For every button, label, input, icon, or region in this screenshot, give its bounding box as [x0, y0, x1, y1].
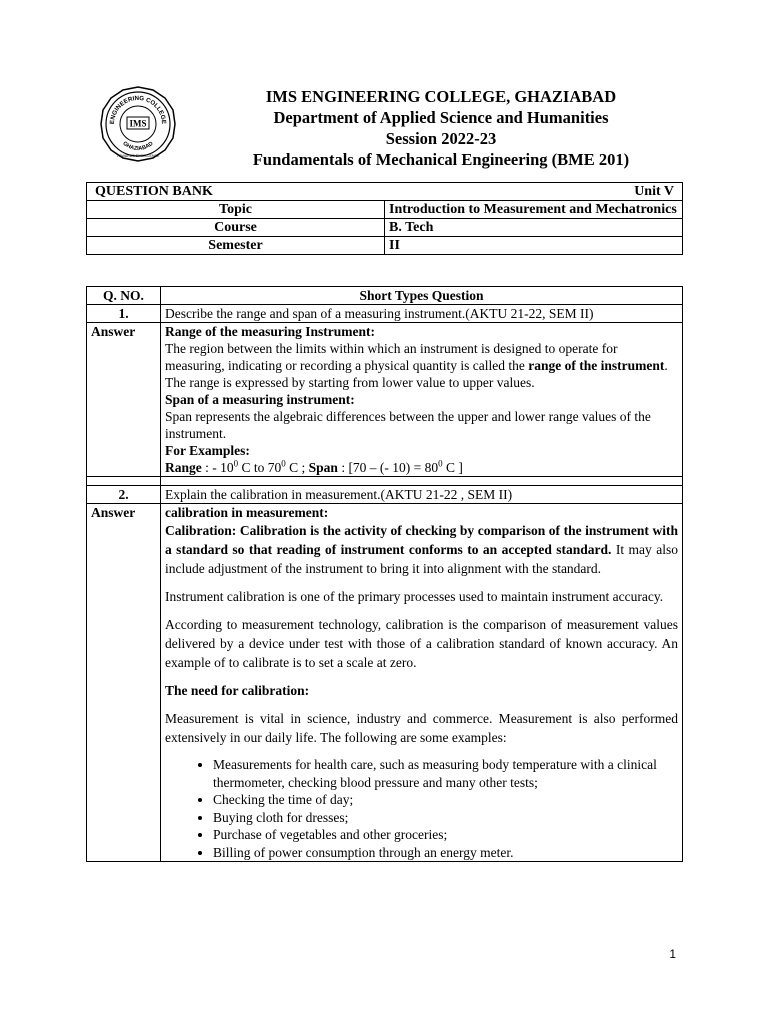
question-bank-row	[87, 183, 683, 201]
examples-heading: For Examples:	[165, 443, 250, 458]
page-number: 1	[669, 947, 676, 961]
questions-table	[86, 286, 683, 862]
unit-label: Unit V	[634, 184, 674, 199]
question-row	[87, 305, 683, 323]
subject-title: Fundamentals of Mechanical Engineering (BME 201)	[252, 150, 630, 169]
questions-header-row	[87, 287, 683, 305]
list-item: • Buying cloth for dresses;	[213, 809, 678, 827]
meta-row-topic	[87, 201, 683, 219]
question-number: 1.	[87, 305, 161, 323]
need-heading: The need for calibration:	[165, 683, 310, 698]
list-item: • Measurements for health care, such as measuring body temperature with a clinical thermometer, checking blood pressure and many other tests;	[213, 756, 678, 791]
meta-row-course	[87, 219, 683, 237]
answer-body	[161, 323, 683, 477]
document-header	[200, 86, 682, 170]
question-text: Describe the range and span of a measuring instrument.(AKTU 21-22, SEM II)	[161, 305, 683, 323]
col-header-qno: Q. NO.	[87, 287, 161, 305]
meta-row-semester	[87, 237, 683, 255]
svg-text:GHAZIABAD: GHAZIABAD	[121, 140, 155, 153]
examples-list	[165, 756, 678, 861]
meta-value: Introduction to Measurement and Mechatronics	[385, 201, 683, 219]
college-name: IMS ENGINEERING COLLEGE, GHAZIABAD	[265, 87, 617, 106]
answer-row	[87, 504, 683, 862]
question-bank-meta-table	[86, 182, 683, 255]
example-line: Range : - $10^0$ C to $70^0$ C ; Span : [70 – (- $10) = 80^0$ C ]	[165, 458, 463, 475]
range-heading: Range of the measuring Instrument:	[165, 324, 375, 339]
meta-label: Topic	[87, 201, 385, 219]
row-spacer	[87, 477, 683, 486]
calibration-definition: Calibration: Calibration is the activity of checking by comparison of the instrument with a standard so that reading of instrument conforms to an accepted standard. It may also include adjustment of the instrument to bring it into alignment with the standard.	[165, 523, 678, 576]
meta-value: B. Tech	[385, 219, 683, 237]
calibration-paragraph: Instrument calibration is one of the primary processes used to maintain instrument accuracy.	[165, 589, 664, 604]
svg-text:IMS: IMS	[129, 118, 147, 129]
meta-label: Course	[87, 219, 385, 237]
answer-body	[161, 504, 683, 862]
question-number: 2.	[87, 486, 161, 504]
question-bank-label: QUESTION BANK	[95, 184, 213, 199]
session: Session 2022-23	[385, 129, 497, 148]
question-row	[87, 486, 683, 504]
meta-label: Semester	[87, 237, 385, 255]
department-name: Department of Applied Science and Humanities	[273, 108, 609, 127]
svg-text:ENGINEERING COLLEGE: ENGINEERING COLLEGE	[108, 94, 168, 125]
span-paragraph: Span represents the algebraic differences between the upper and lower range values of the instrument.	[165, 409, 651, 441]
range-paragraph: The region between the limits within which an instrument is designed to operate for measuring, indicating or recording a physical quantity is called the range of the instrument. The range is expressed by starting from lower value to upper values.	[165, 341, 668, 390]
list-item: • Purchase of vegetables and other groceries;	[213, 826, 678, 844]
question-text: Explain the calibration in measurement.(AKTU 21-22 , SEM II)	[161, 486, 683, 504]
answer-row	[87, 323, 683, 477]
calibration-paragraph: According to measurement technology, calibration is the comparison of measurement values delivered by a device under test with those of a calibration standard of known accuracy. An example of to calibrate is to set a scale at zero.	[165, 617, 678, 670]
list-item: • Billing of power consumption through an energy meter.	[213, 844, 678, 862]
calibration-heading: calibration in measurement:	[165, 505, 329, 520]
list-item: • Checking the time of day;	[213, 791, 678, 809]
svg-text:TOWARDS EXCELLENCE: TOWARDS EXCELLENCE	[116, 154, 160, 158]
span-heading: Span of a measuring instrument:	[165, 392, 355, 407]
answer-label: Answer	[87, 504, 161, 862]
calibration-paragraph: Measurement is vital in science, industry and commerce. Measurement is also performed extensively in our daily life. The following are some examples:	[165, 711, 678, 745]
answer-label: Answer	[87, 323, 161, 477]
college-logo-seal	[100, 86, 176, 162]
meta-value: II	[385, 237, 683, 255]
col-header-title: Short Types Question	[161, 287, 683, 305]
